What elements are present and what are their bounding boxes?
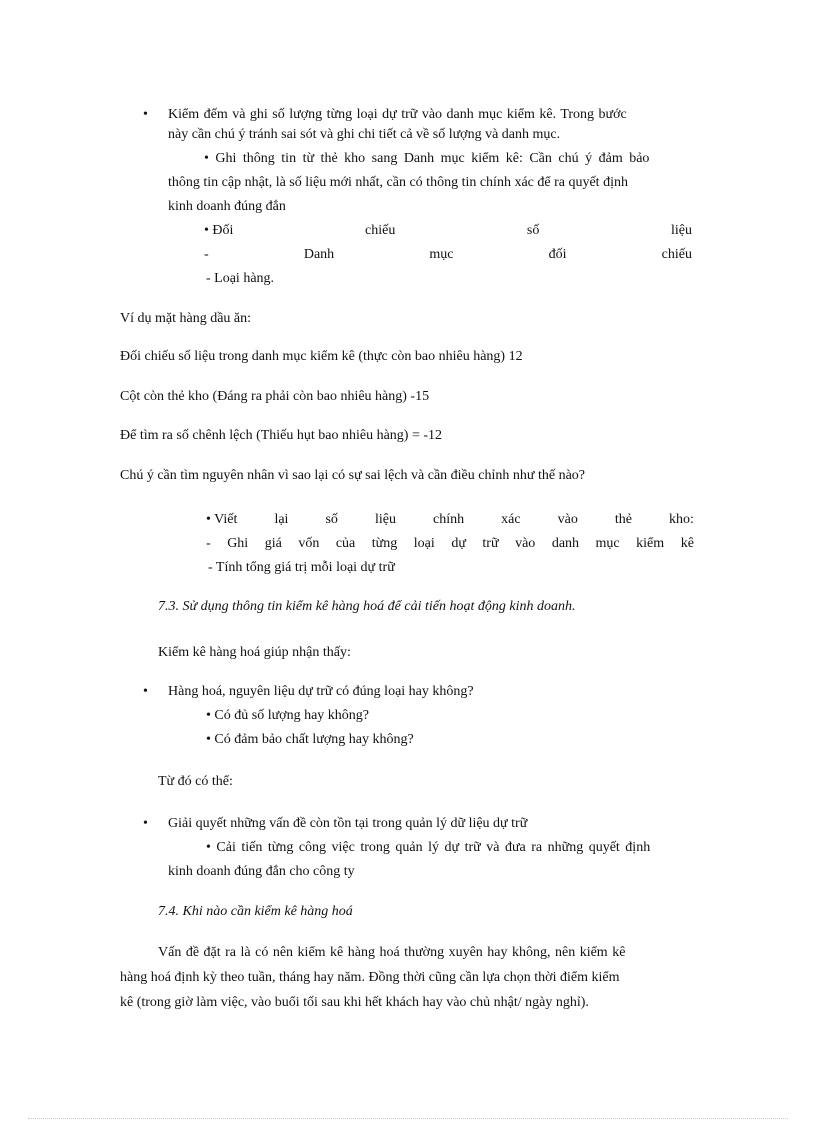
- word: giá: [264, 536, 282, 551]
- paragraph-7-3-next: Từ đó có thể:: [158, 774, 233, 789]
- bullet-2-text: Hàng hoá, nguyên liệu dự trữ có đúng loại hay không?: [168, 684, 474, 699]
- sub-bullet-2-line-2: [204, 246, 692, 264]
- footer-divider: [28, 1118, 788, 1119]
- bullet-2-sub-1: • Có đủ số lượng hay không?: [206, 708, 369, 723]
- bullet-1-line-1: Kiểm đếm và ghi số lượng từng loại dự trữ vào danh mục kiểm kê. Trong bước: [168, 107, 627, 122]
- word: trữ: [482, 536, 499, 551]
- bullet-dot: •: [143, 684, 148, 699]
- word: mục: [595, 536, 620, 551]
- word: đối: [548, 247, 567, 262]
- bullet-3-sub-1-line-1: • Cải tiến từng công việc trong quản lý dự trữ và đưa ra những quyết định: [206, 840, 651, 855]
- sub-bullet-2-line-1: [204, 222, 692, 240]
- word: kê: [680, 536, 694, 551]
- word: liệu: [670, 223, 692, 238]
- sub-bullet-2-line-3: - Loại hàng.: [206, 271, 275, 286]
- word: vốn: [298, 536, 320, 551]
- bullet-dot: •: [143, 816, 148, 831]
- bullet-dot: •: [143, 107, 148, 122]
- example-line-2: Cột còn thẻ kho (Đáng ra phải còn bao nhiêu hàng) -15: [120, 389, 430, 404]
- word: số: [325, 512, 338, 527]
- example-line-1: Đối chiếu số liệu trong danh mục kiểm kê (thực còn bao nhiêu hàng) 12: [120, 349, 523, 364]
- word: vào: [557, 512, 578, 527]
- word: dự: [451, 536, 466, 551]
- word: -: [206, 536, 211, 551]
- word: chiếu: [661, 247, 692, 262]
- word: số: [526, 223, 540, 238]
- word: -: [204, 247, 209, 262]
- word: từng: [371, 536, 398, 551]
- example-line-3: Để tìm ra số chênh lệch (Thiếu hụt bao nhiêu hàng) = -12: [120, 428, 443, 443]
- example-title: Ví dụ mặt hàng dầu ăn:: [120, 311, 252, 326]
- word: kho:: [669, 512, 694, 527]
- word: danh: [551, 536, 580, 551]
- paragraph-7-3-intro: Kiểm kê hàng hoá giúp nhận thấy:: [158, 645, 351, 660]
- sub-bullet-3-line-2: [206, 535, 694, 553]
- bullet-3-sub-1-line-2: kinh doanh đúng đắn cho công ty: [168, 864, 355, 879]
- bullet-1-line-2: này cần chú ý tránh sai sót và ghi chi tiết cả về số lượng và danh mục.: [168, 127, 561, 142]
- word: chính: [433, 512, 465, 527]
- example-line-4: Chú ý cần tìm nguyên nhân vì sao lại có sự sai lệch và cần điều chỉnh như thế nào?: [120, 468, 585, 483]
- word: kiểm: [636, 536, 665, 551]
- sub-bullet-1-line-3: kinh doanh đúng đắn: [168, 199, 286, 214]
- word: thẻ: [614, 512, 632, 527]
- sub-bullet-3-line-3: - Tính tổng giá trị mỗi loại dự trữ: [208, 560, 395, 575]
- word: xác: [501, 512, 521, 527]
- word: loại: [413, 536, 435, 551]
- paragraph-7-4-line-3: kê (trong giờ làm việc, vào buổi tối sau khi hết khách hay vào chủ nhật/ ngày nghỉ).: [120, 995, 589, 1010]
- heading-7-3: 7.3. Sử dụng thông tin kiểm kê hàng hoá để cải tiến hoạt động kinh doanh.: [158, 599, 576, 614]
- word: liệu: [374, 512, 396, 527]
- word: Danh: [303, 247, 335, 262]
- word: chiếu: [365, 223, 396, 238]
- word: mục: [429, 247, 454, 262]
- sub-bullet-3-line-1: [206, 511, 694, 529]
- paragraph-7-4-line-2: hàng hoá định kỳ theo tuần, tháng hay năm. Đồng thời cũng cần lựa chọn thời điểm kiểm: [120, 970, 620, 985]
- bullet-3-text: Giải quyết những vấn đề còn tồn tại trong quản lý dữ liệu dự trữ: [168, 816, 528, 831]
- word: vào: [515, 536, 536, 551]
- word: • Đối: [204, 223, 234, 238]
- paragraph-7-4-line-1: Vấn đề đặt ra là có nên kiểm kê hàng hoá thường xuyên hay không, nên kiểm kê: [158, 945, 626, 960]
- word: Ghi: [227, 536, 249, 551]
- word: lại: [274, 512, 289, 527]
- heading-7-4: 7.4. Khi nào cần kiểm kê hàng hoá: [158, 904, 353, 919]
- sub-bullet-1-line-1: • Ghi thông tin từ thẻ kho sang Danh mục kiểm kê: Cần chú ý đảm bảo: [204, 151, 650, 166]
- bullet-2-sub-2: • Có đảm bảo chất lượng hay không?: [206, 732, 414, 747]
- sub-bullet-1-line-2: thông tin cập nhật, là số liệu mới nhất, cần có thông tin chính xác để ra quyết định: [168, 175, 628, 190]
- word: của: [335, 536, 356, 551]
- word: • Viết: [206, 512, 238, 527]
